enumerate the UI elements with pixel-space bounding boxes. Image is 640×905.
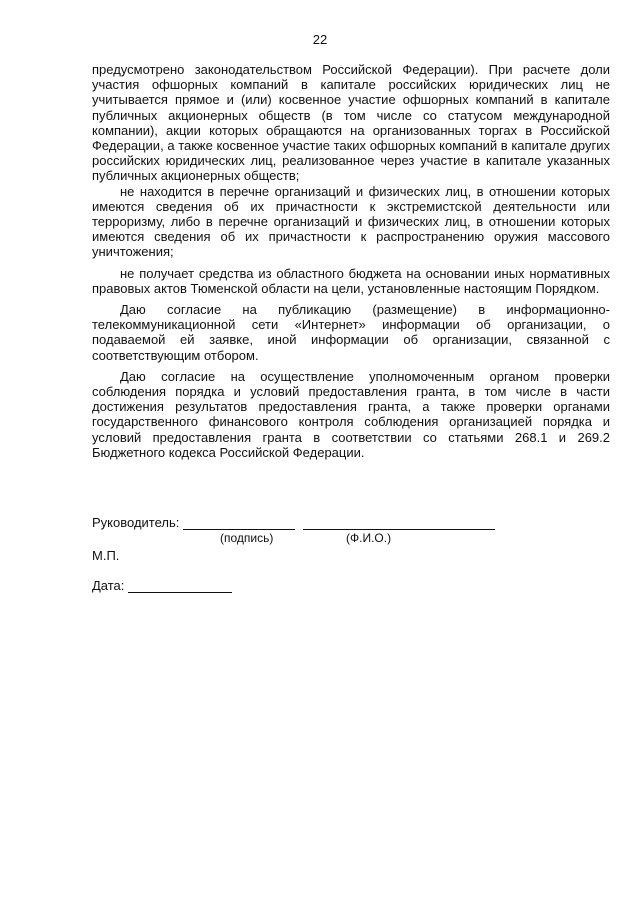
paragraph-audit-consent: Даю согласие на осуществление уполномоченным органом проверки соблюдения порядка и условий предоставления гранта, в том числе в части достижения результатов предоставления гранта, а также проверки органами государственного финансового контроля соблюдения организацией порядка и условий предоставления гранта в соответствии со статьями 268.1 и 269.2 Бюджетного кодекса Российской Федерации. — [92, 368, 610, 460]
signature-captions — [92, 530, 610, 546]
date-row — [92, 577, 610, 593]
fio-caption: (Ф.И.О.) — [346, 531, 392, 545]
paragraph-extremism-list: не находится в перечне организаций и физических лиц, в отношении которых имеются сведения об их причастности к экстремистской деятельности или терроризму, либо в перечне организаций и физических лиц, в отношении которых имеются сведения об их причастности к распространению оружия массового уничтожения; — [92, 183, 610, 260]
head-label: Руководитель: — [92, 515, 180, 530]
head-signature-row — [92, 514, 610, 530]
document-body — [92, 62, 610, 460]
paragraph-offshore: предусмотрено законодательством Российской Федерации). При расчете доли участия офшорных компаний в капитале российских юридических лиц не учитывается прямое и (или) косвенное участие офшорных компаний в капитале публичных акционерных обществ (в том числе со статусом международной компании), акции которых обращаются на организованных торгах в Российской Федерации, а также косвенное участие таких офшорных компаний в капитале других российских юридических лиц, реализованное через участие в капитале указанных публичных акционерных обществ; — [92, 62, 610, 184]
signature-block — [92, 514, 610, 593]
date-label: Дата: — [92, 578, 125, 593]
paragraph-publication-consent: Даю согласие на публикацию (размещение) в информационно-телекоммуникационной сети «Интернет» информации об организации, о подаваемой ей заявке, иной информации об организации, связанной с соответствующим отбором. — [92, 302, 610, 363]
stamp-label: М.П. — [92, 548, 120, 563]
signature-line — [183, 516, 295, 530]
paragraph-regional-budget: не получает средства из областного бюджета на основании иных нормативных правовых актов Тюменской области на цели, установленные настоящим Порядком. — [92, 265, 610, 296]
date-line — [128, 579, 232, 593]
signature-caption: (подпись) — [220, 531, 274, 545]
page-number: 22 — [312, 32, 328, 47]
fio-line — [303, 516, 495, 530]
